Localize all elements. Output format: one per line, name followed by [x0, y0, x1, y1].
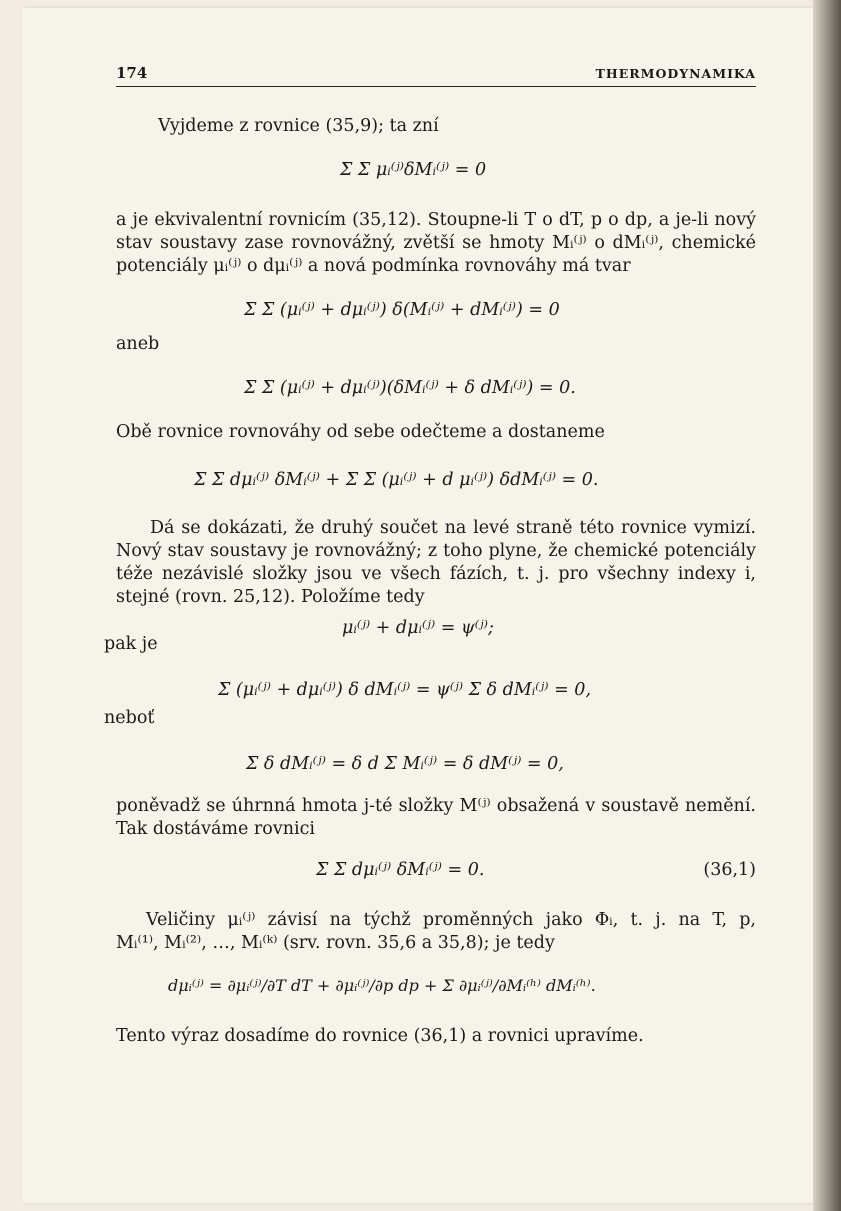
text-line: stejné (rovn. 25,12). Položíme tedy	[116, 587, 425, 607]
page-header	[116, 64, 756, 86]
paragraph	[116, 518, 756, 607]
formula: Σ Σ dμᵢ⁽ʲ⁾ δMᵢ⁽ʲ⁾ = 0.	[316, 860, 485, 880]
formula: dμᵢ⁽ʲ⁾ = ∂μᵢ⁽ʲ⁾/∂T dT + ∂μᵢ⁽ʲ⁾/∂p dp + Σ ∂μᵢ⁽ʲ⁾/∂Mᵢ⁽ʰ⁾ dMᵢ⁽ʰ⁾.	[168, 976, 596, 995]
text-line: poněvadž se úhrnná hmota j-té složky M⁽ʲ⁾ obsažená v soustavě nemění.	[116, 796, 756, 816]
page-gutter-shadow	[813, 0, 841, 1211]
paragraph	[116, 796, 756, 839]
text-line: Dá se dokázati, že druhý součet na levé straně této rovnice vymizí.	[150, 518, 756, 538]
formula: Σ Σ μᵢ⁽ʲ⁾δMᵢ⁽ʲ⁾ = 0	[340, 160, 487, 180]
text-line: a je ekvivalentní rovnicím (35,12). Stoupne-li T o dT, p o dp, a je-li nový	[116, 210, 756, 230]
formula: Σ δ dMᵢ⁽ʲ⁾ = δ d Σ Mᵢ⁽ʲ⁾ = δ dM⁽ʲ⁾ = 0,	[246, 754, 564, 774]
connector-word: pak je	[104, 634, 158, 654]
connector-word: aneb	[116, 334, 160, 354]
text-line: Vyjdeme z rovnice (35,9); ta zní	[158, 116, 439, 136]
page-number: 174	[116, 64, 148, 82]
text-line: Mᵢ⁽¹⁾, Mᵢ⁽²⁾, …, Mᵢ⁽ᵏ⁾ (srv. rovn. 35,6 a 35,8); je tedy	[116, 933, 555, 953]
text-line: stav soustavy zase rovnovážný, zvětší se hmoty Mᵢ⁽ʲ⁾ o dMᵢ⁽ʲ⁾, chemické	[116, 233, 756, 253]
formula: Σ Σ dμᵢ⁽ʲ⁾ δMᵢ⁽ʲ⁾ + Σ Σ (μᵢ⁽ʲ⁾ + d μᵢ⁽ʲ⁾) δdMᵢ⁽ʲ⁾ = 0.	[194, 470, 599, 490]
header-rule	[116, 86, 756, 87]
formula: Σ Σ (μᵢ⁽ʲ⁾ + dμᵢ⁽ʲ⁾)(δMᵢ⁽ʲ⁾ + δ dMᵢ⁽ʲ⁾) = 0.	[244, 378, 576, 398]
text-line: Nový stav soustavy je rovnovážný; z toho plyne, že chemické potenciály	[116, 541, 756, 561]
running-head: THERMODYNAMIKA	[595, 66, 756, 81]
connector-word: neboť	[104, 708, 155, 728]
formula: μᵢ⁽ʲ⁾ + dμᵢ⁽ʲ⁾ = ψ⁽ʲ⁾;	[342, 618, 494, 638]
text-line: téže nezávislé složky jsou ve všech fázích, t. j. pro všechny indexy i,	[116, 564, 756, 584]
formula-numbered	[316, 860, 756, 880]
text-line: Veličiny μᵢ⁽ʲ⁾ závisí na týchž proměnných jako Φᵢ, t. j. na T, p,	[146, 910, 756, 930]
text-line: Obě rovnice rovnováhy od sebe odečteme a dostaneme	[116, 422, 605, 442]
text-line: potenciály μᵢ⁽ʲ⁾ o dμᵢ⁽ʲ⁾ a nová podmínka rovnováhy má tvar	[116, 256, 631, 276]
formula: Σ Σ (μᵢ⁽ʲ⁾ + dμᵢ⁽ʲ⁾) δ(Mᵢ⁽ʲ⁾ + dMᵢ⁽ʲ⁾) = 0	[244, 300, 560, 320]
text-line: Tak dostáváme rovnici	[116, 819, 315, 839]
text-line: Tento výraz dosadíme do rovnice (36,1) a rovnici upravíme.	[116, 1026, 644, 1046]
paragraph	[116, 210, 756, 276]
paragraph	[116, 910, 756, 953]
formula: Σ (μᵢ⁽ʲ⁾ + dμᵢ⁽ʲ⁾) δ dMᵢ⁽ʲ⁾ = ψ⁽ʲ⁾ Σ δ dMᵢ⁽ʲ⁾ = 0,	[218, 680, 592, 700]
equation-number: (36,1)	[703, 860, 756, 880]
